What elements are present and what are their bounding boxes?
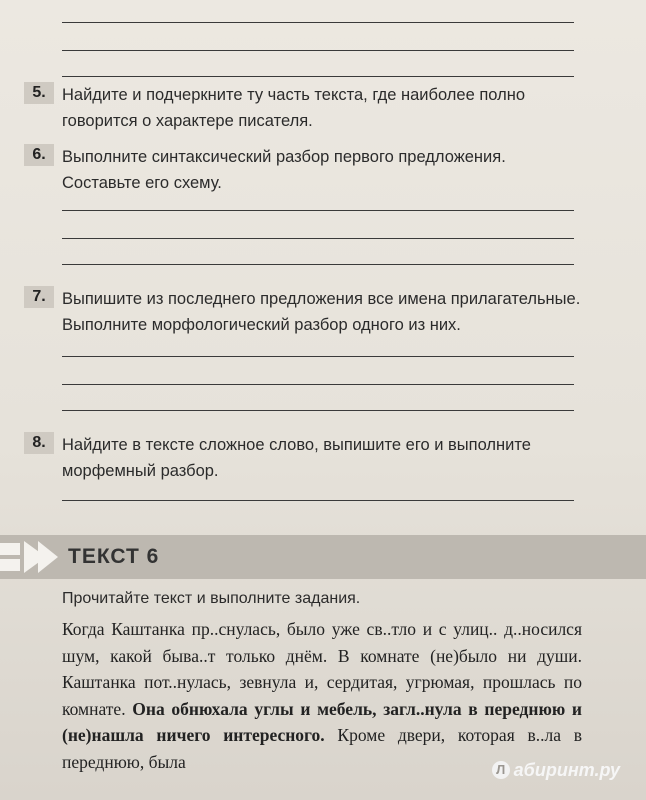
passage-text	[62, 616, 582, 775]
watermark-text: абиринт.ру	[513, 760, 620, 780]
answer-line	[62, 264, 574, 265]
answer-line	[62, 500, 574, 501]
answer-line	[62, 50, 574, 51]
task-text: Выпишите из последнего предложения все имена прилагательные. Выполните морфологический разбор одного из них.	[62, 290, 581, 334]
passage-part: Когда Каштанка пр..снулась, было уже св..тло и с улиц.. д..носился шум, какой быва..т только днём. В комнате (не)было ни души. Каштанка пот..нулась, зевнула и, сердитая, угрюмая, прошлась по комнате.	[62, 619, 582, 719]
answer-line	[62, 384, 574, 385]
task-number: 7.	[24, 286, 54, 308]
answer-line	[62, 238, 574, 239]
task-text: Найдите в тексте сложное слово, выпишите его и выполните морфемный разбор.	[62, 436, 531, 480]
arrow-icon	[0, 535, 60, 579]
task-6	[24, 144, 594, 204]
answer-line	[62, 210, 574, 211]
task-7	[24, 286, 594, 346]
answer-line	[62, 356, 574, 357]
task-5	[24, 82, 594, 142]
task-number: 8.	[24, 432, 54, 454]
task-8	[24, 432, 594, 492]
instruction-text: Прочитайте текст и выполните задания.	[62, 590, 361, 607]
section-title: ТЕКСТ 6	[68, 545, 160, 568]
passage-part: Кроме двери, которая в..ла в переднюю, была	[62, 725, 582, 772]
labirint-logo-icon: Л	[492, 761, 510, 779]
answer-line	[62, 76, 574, 77]
answer-line	[62, 22, 574, 23]
task-number: 5.	[24, 82, 54, 104]
task-text: Найдите и подчеркните ту часть текста, где наиболее полно говорится о характере писателя.	[62, 86, 526, 130]
task-number: 6.	[24, 144, 54, 166]
task-text: Выполните синтаксический разбор первого предложения. Составьте его схему.	[62, 148, 506, 192]
watermark	[492, 760, 620, 781]
answer-line	[62, 410, 574, 411]
passage-bold-part: Она обнюхала углы и мебель, загл..нула в переднюю и (не)нашла ничего интересного.	[62, 698, 582, 745]
